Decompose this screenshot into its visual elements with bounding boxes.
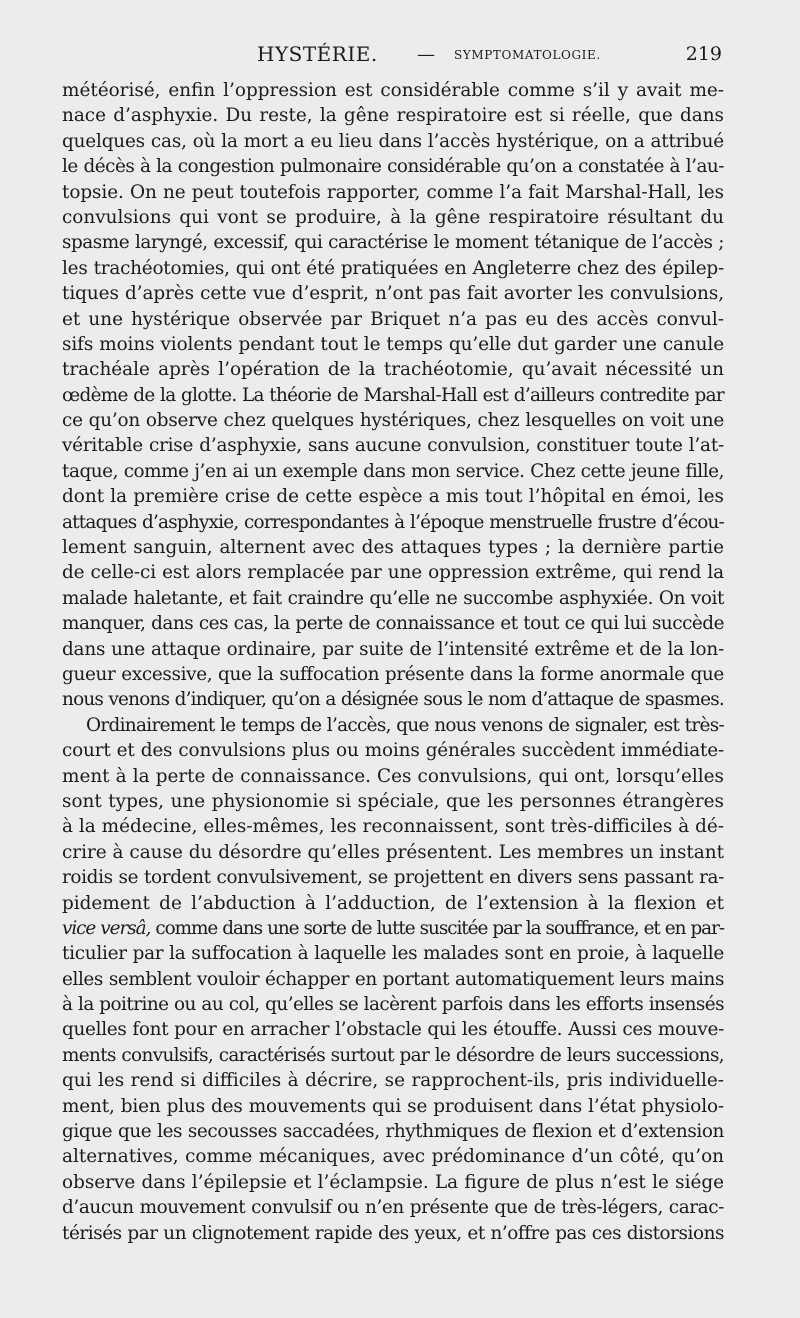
text-line: attaques d’asphyxie, correspondantes à l’époque menstruelle frustre d’écou- — [62, 511, 724, 533]
text-line: térisés par un clignotement rapide des yeux, et n’offre pas ces distorsions — [62, 1222, 724, 1244]
text-line: malade haletante, et fait craindre qu’elle ne succombe asphyxiée. On voit — [62, 587, 724, 609]
text-line: ticulier par la suffocation à laquelle les malades sont en proie, à laquelle — [62, 943, 724, 965]
header-title: HYSTÉRIE. — [257, 42, 378, 66]
text-line: et une hystérique observée par Briquet n’a pas eu des accès convul- — [62, 308, 724, 330]
text-line: ce qu’on observe chez quelques hystériques, chez lesquelles on voit une — [62, 410, 724, 432]
text-line: de celle-ci est alors remplacée par une oppression extrême, qui rend la — [62, 562, 724, 584]
page-number: 219 — [685, 43, 722, 65]
text-line: sifs moins violents pendant tout le temps qu’elle dut garder une canule — [62, 333, 724, 355]
text-line: Ordinairement le temps de l’accès, que nous venons de signaler, est très- — [86, 714, 724, 736]
text-line: ment à la perte de connaissance. Ces convulsions, qui ont, lorsqu’elles — [62, 765, 724, 787]
text-line: tiques d’après cette vue d’esprit, n’ont pas fait avorter les convulsions, — [62, 283, 724, 305]
text-line: dont la première crise de cette espèce a mis tout l’hôpital en émoi, les — [62, 486, 724, 508]
body-text — [62, 78, 724, 1246]
text-line: à la poitrine ou au col, qu’elles se lacèrent parfois dans les efforts insensés — [62, 994, 724, 1016]
text-line: spasme laryngé, excessif, qui caractérise le moment tétanique de l’accès ; — [62, 232, 724, 254]
text-line: quelques cas, où la mort a eu lieu dans l’accès hystérique, on a attribué — [62, 130, 724, 152]
text-line: elles semblent vouloir échapper en portant automatiquement leurs mains — [62, 968, 724, 990]
text-line: quelles font pour en arracher l’obstacle qui les étouffe. Aussi ces mouve- — [62, 1019, 724, 1041]
text-line: le décès à la congestion pulmonaire considérable qu’on a constatée à l’au- — [62, 156, 724, 178]
text-line: convulsions qui vont se produire, à la gêne respiratoire résultant du — [62, 206, 724, 228]
text-line: ments convulsifs, caractérisés surtout par le désordre de leurs successions, — [62, 1044, 724, 1066]
text-line: manquer, dans ces cas, la perte de connaissance et tout ce qui lui succède — [62, 613, 724, 635]
text-line: court et des convulsions plus ou moins générales succèdent immédiate- — [62, 740, 724, 762]
text-line: sont types, une physionomie si spéciale, que les personnes étrangères — [62, 790, 724, 812]
text-line: à la médecine, elles-mêmes, les reconnaissent, sont très-difficiles à dé- — [62, 816, 724, 838]
text-line: topsie. On ne peut toutefois rapporter, comme l’a fait Marshal-Hall, les — [62, 181, 724, 203]
text-line: nace d’asphyxie. Du reste, la gêne respiratoire est si réelle, que dans — [62, 105, 724, 127]
text-line: qui les rend si difficiles à décrire, se rapprochent-ils, pris individuelle- — [62, 1070, 724, 1092]
header-separator: — — [417, 44, 435, 65]
italic-vice-versa: vice versâ, — [62, 917, 151, 939]
text-line: trachéale après l’opération de la trachéotomie, qu’avait nécessité un — [62, 359, 724, 381]
text-line: météorisé, enfin l’oppression est considérable comme s’il y avait me- — [62, 80, 724, 101]
text-line: observe dans l’épilepsie et l’éclampsie. La figure de plus n’est le siége — [62, 1171, 724, 1193]
text-line — [62, 916, 724, 941]
text-line: crire à cause du désordre qu’elles présentent. Les membres un instant — [62, 841, 724, 863]
text-line: pidement de l’abduction à l’adduction, de l’extension à la flexion et — [62, 892, 724, 914]
text-line: nous venons d’indiquer, qu’on a désignée sous le nom d’attaque de spasmes. — [62, 689, 724, 711]
text-line: œdème de la glotte. La théorie de Marshal-Hall est d’ailleurs contredite par — [62, 384, 724, 406]
text-line: alternatives, comme mécaniques, avec prédominance d’un côté, qu’on — [62, 1146, 724, 1168]
text-line: véritable crise d’asphyxie, sans aucune convulsion, constituer toute l’at- — [62, 435, 724, 457]
text-line: ment, bien plus des mouvements qui se produisent dans l’état physiolo- — [62, 1095, 724, 1117]
text-line: taque, comme j’en ai un exemple dans mon service. Chez cette jeune fille, — [62, 460, 724, 482]
text-line: roidis se tordent convulsivement, se projettent en divers sens passant ra- — [62, 867, 724, 889]
text-line: lement sanguin, alternent avec des attaques types ; la dernière partie — [62, 537, 724, 559]
text-line: gique que les secousses saccadées, rhythmiques de flexion et d’extension — [62, 1121, 724, 1143]
text-line: gueur excessive, que la suffocation présente dans la forme anormale que — [62, 663, 724, 685]
header-subtitle: SYMPTOMATOLOGIE. — [454, 48, 601, 62]
text-line: les trachéotomies, qui ont été pratiquées en Angleterre chez des épilep- — [62, 257, 724, 279]
running-header — [62, 42, 722, 72]
text-line-rest: comme dans une sorte de lutte suscitée par la souffrance, et en par- — [150, 917, 724, 939]
text-line: dans une attaque ordinaire, par suite de l’intensité extrême et de la lon- — [62, 638, 724, 660]
text-line: d’aucun mouvement convulsif ou n’en présente que de très-légers, carac- — [62, 1197, 724, 1219]
